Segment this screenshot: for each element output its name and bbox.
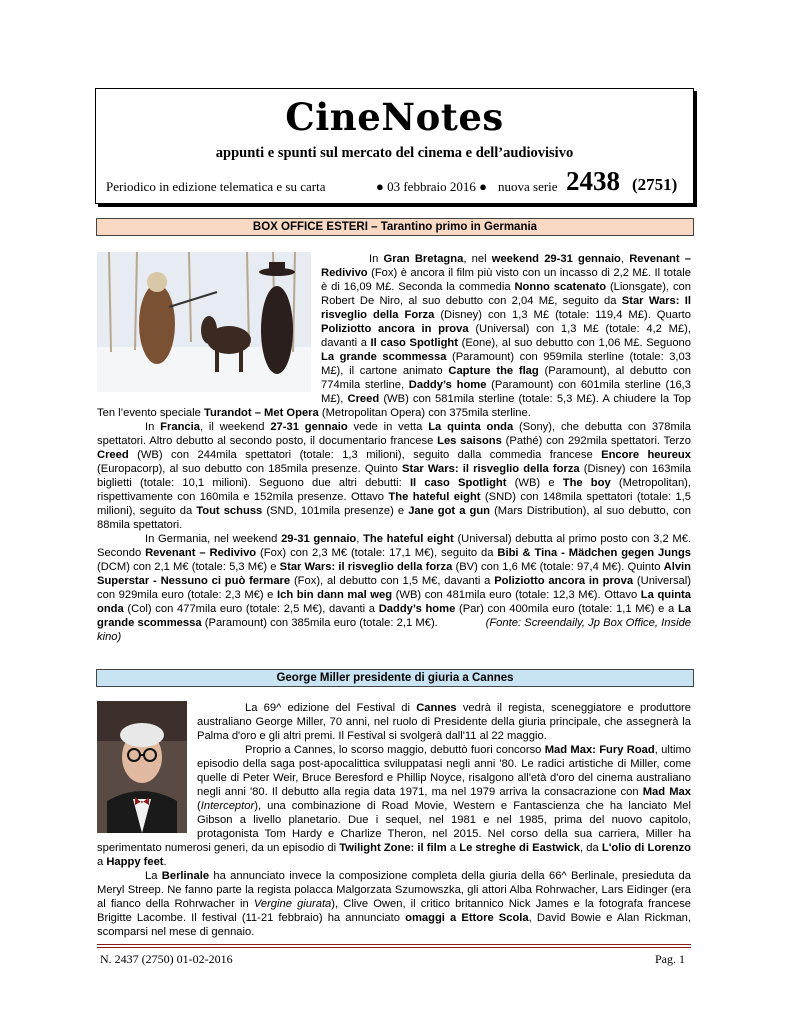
box-office-article: In Gran Bretagna, nel weekend 29-31 gennaio, Revenant – Redivivo (Fox) è ancora il film più visto con un incasso di 2,2 M£. Il totale è di 16,09 M£. Seconda la commedia Nonno scatenato (Lionsgate), con Robert De Niro, al suo debutto con 2,04 M£, seguito da Star Wars: Il risveglio della Forza (Disney) con 1,3 M£ (totale: 119,4 M£). Quarto Poliziotto ancora in prova (Universal) con 1,3 M£ (totale: 4,2 M£), davanti a Il caso Spotlight (Eone), al suo debutto con 1,06 M£. Seguono La grande scommessa (Paramount) con 959mila sterline (totale: 3,03 M£), il cartone animato Capture the flag (Paramount), al debutto con 774mila sterline, Daddy’s home (Paramount) con 601mila sterline (16,3 M£), Creed (WB) con 581mila sterline (totale: 5,3 M£). A chiudere la Top Ten l’evento speciale Turandot – Met Opera (Metropolitan Opera) con 375mila sterline. In Francia, il weekend 27-31 gennaio vede in vetta La quinta onda (Sony), che debutta con 378mila spettatori. Altro debutto al secondo posto, il documentario francese Les saisons (Pathé) con 292mila spettatori. Terzo Creed (WB) con 244mila spettatori (totale: 1,3 milioni), seguito dalla commedia francese Encore heureux (Europacorp), al suo debutto con 185mila presenze. Quinto Star Wars: il risveglio della forza (Disney) con 163mila biglietti (totale: 10,1 milioni). Seguono due altri debutti: Il caso Spotlight (WB) e The boy (Metropolitan), rispettivamente con 160mila e 152mila presenze. Ottavo The hateful eight (SND) con 148mila spettatori (totale: 1,5 milioni), seguito da Tout schuss (SND, 101mila presenze) e Jane got a gun (Mars Distribution), al suo debutto, con 88mila spettatori. In Germania, nel weekend 29-31 gennaio, The hateful eight (Universal) debutta al primo posto con 3,2 M€. Secondo Revenant – Redivivo (Fox) con 2,3 M€ (totale: 17,1 M€), seguito da Bibi & Tina - Mädchen gegen Jungs (DCM) con 2,1 M€ (totale: 5,3 M€) e Star Wars: il risveglio della forza (BV) con 1,6 M€ (totale: 97,4 M€). Quinto Alvin Superstar - Nessuno ci può fermare (Fox), al debutto con 1,5 M€, davanti a Poliziotto ancora in prova (Universal) con 929mila euro (totale: 2,3 M€) e Ich bin dann mal weg (WB) con 481mila euro (totale: 12,3 M€). Ottavo La quinta onda (Col) con 477mila euro (totale: 2,5 M€), davanti a Daddy’s home (Par) con 400mila euro (totale: 1,1 M€) e a La grande scommessa (Paramount) con 385mila euro (totale: 2,1 M€). (Fonte: Screendaily, Jp Box Office, Inside kino) <box>97 253 692 643</box>
footer-rule-top <box>97 944 691 945</box>
source-note: (Fonte: Screendaily, Jp Box Office, Inside kino) <box>97 617 692 643</box>
masthead-subtitle: appunti e spunti sul mercato del cinema e dell’audiovisivo <box>215 145 574 161</box>
footer-rule-bottom <box>97 947 691 948</box>
issue-number: 2438 <box>566 166 620 196</box>
portrait-photo <box>97 701 187 833</box>
western-snow-scene-photo <box>97 252 311 392</box>
issue-number-paren: (2751) <box>632 175 678 194</box>
issue-date: ● 03 febbraio 2016 ● <box>376 179 488 194</box>
section-heading-box-office: BOX OFFICE ESTERI – Tarantino primo in Germania <box>96 218 694 236</box>
footer-page-number: Pag. 1 <box>655 952 685 966</box>
cannes-article: La 69^ edizione del Festival di Cannes vedrà il regista, sceneggiatore e produttore australiano George Miller, 70 anni, nel ruolo di Presidente della giuria principale, che assegnerà la Palma d'oro e gli altri premi. Il Festival si svolgerà dall'11 al 22 maggio. Proprio a Cannes, lo scorso maggio, debuttò fuori concorso Mad Max: Fury Road, ultimo episodio della saga post-apocalittica sviluppatasi negli anni '80. Le radici artistiche di Miller, come quelle di Peter Weir, Bruce Beresford e Phillip Noyce, risalgono all'età d'oro del cinema australiano negli anni '80. Il debutto alla regia data 1971, ma nel 1979 arriva la consacrazione con Mad Max (Interceptor), una combinazione di Road Movie, Western e Fantascienza che ha lanciato Mel Gibson a livello planetario. Due i sequel, nel 1981 e nel 1985, prima del nuovo capitolo, protagonista Tom Hardy e Charlize Theron, nel 2015. Nel corso della sua carriera, Miller ha sperimentato numerosi generi, da un episodio di Twilight Zone: il film a Le streghe di Eastwick, da L'olio di Lorenzo a Happy feet. La Berlinale ha annunciato invece la composizione completa della giuria della 66^ Berlinale, presieduta da Meryl Streep. Ne fanno parte la regista polacca Malgorzata Szumowszka, gli attori Alba Rohrwacher, Lars Eidinger (era al fianco della Rohrwacher in Vergine giurata), Clive Owen, il critico britannico Nick James e la fotografa francese Brigitte Lacombe. Il festival (11-21 febbraio) ha annunciato omaggi a Ettore Scola, David Bowie e Alan Rickman, scomparsi nel mese di gennaio. <box>97 702 692 938</box>
masthead <box>95 88 694 204</box>
footer-issue: N. 2437 (2750) 01-02-2016 <box>100 952 233 966</box>
serie-label: nuova serie <box>498 179 558 194</box>
masthead-title: CineNotes <box>285 95 504 139</box>
section-heading-cannes: George Miller presidente di giuria a Cannes <box>96 669 694 687</box>
periodico-label: Periodico in edizione telematica e su carta <box>106 179 326 194</box>
